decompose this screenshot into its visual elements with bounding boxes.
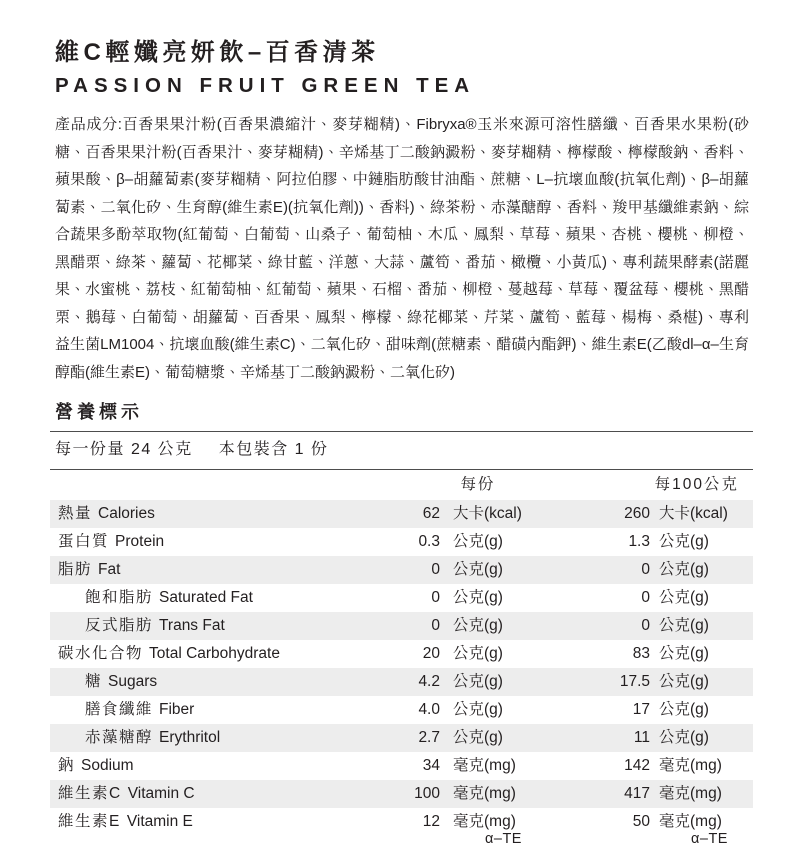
table-row <box>50 752 753 780</box>
unit-per-serving-text: 公克(g) <box>453 617 503 634</box>
nutrition-heading: 營養標示 <box>55 402 143 422</box>
unit-per-100g <box>650 528 745 556</box>
col-header-per-serving: 每份 <box>460 476 496 493</box>
nutrient-label-zh: 蛋白質 <box>58 533 110 550</box>
nutrient-label-zh: 飽和脂肪 <box>85 589 154 606</box>
nutrient-label-en: Protein <box>115 533 165 550</box>
nutrient-label <box>58 724 388 752</box>
nutrient-label <box>58 752 388 780</box>
unit-per-serving-text: 公克(g) <box>453 673 503 690</box>
unit-per-100g <box>650 500 745 528</box>
unit-per-serving <box>440 780 568 808</box>
servings-per-pack: 本包裝含 1 份 <box>218 441 329 458</box>
value-per-100g: 0 <box>641 617 650 634</box>
unit-per-100g <box>650 612 745 640</box>
table-row <box>50 724 753 752</box>
nutrition-table-body <box>50 500 753 854</box>
unit-per-serving-text: 公克(g) <box>453 729 503 746</box>
nutrient-label-en: Saturated Fat <box>159 589 253 606</box>
nutrient-label <box>58 696 388 724</box>
unit-per-serving <box>440 640 568 668</box>
nutrient-label-zh: 維生素C <box>58 785 122 802</box>
nutrient-label-zh: 反式脂肪 <box>85 617 154 634</box>
nutrient-label <box>58 500 388 528</box>
col-header-per-100g: 每100公克 <box>654 476 739 493</box>
unit-per-serving-text: 公克(g) <box>453 589 503 606</box>
unit-per-100g <box>650 724 745 752</box>
value-per-100g: 0 <box>641 589 650 606</box>
value-per-serving: 0 <box>431 589 440 606</box>
nutrient-label <box>58 584 388 612</box>
unit-per-100g-text: 公克(g) <box>659 729 709 746</box>
unit-per-100g-text: 公克(g) <box>659 701 709 718</box>
unit-per-serving <box>440 528 568 556</box>
table-row <box>50 556 753 584</box>
value-per-100g: 11 <box>633 729 650 746</box>
nutrient-label-zh: 膳食纖維 <box>85 701 154 718</box>
value-per-serving: 4.2 <box>418 673 440 690</box>
unit-per-serving-text: 公克(g) <box>453 701 503 718</box>
unit-per-serving-text: 大卡(kcal) <box>453 505 522 522</box>
value-per-100g: 17.5 <box>619 673 650 690</box>
unit-per-100g-text: 毫克(mg) <box>659 785 722 802</box>
nutrient-label <box>58 556 388 584</box>
value-per-serving: 62 <box>422 505 440 522</box>
nutrient-label-en: Trans Fat <box>159 617 225 634</box>
table-row <box>50 584 753 612</box>
unit-per-serving-text: 毫克(mg) <box>453 813 516 830</box>
divider-top <box>50 431 753 432</box>
nutrient-label <box>58 640 388 668</box>
table-row <box>50 668 753 696</box>
nutrient-label <box>58 668 388 696</box>
unit-per-serving-text: 公克(g) <box>453 561 503 578</box>
nutrient-label-en: Fiber <box>159 701 195 718</box>
product-title-en: PASSION FRUIT GREEN TEA <box>55 74 476 97</box>
unit-per-100g-text: 公克(g) <box>659 589 709 606</box>
nutrient-label-en: Sugars <box>108 673 158 690</box>
value-per-100g: 142 <box>624 757 650 774</box>
alpha-te-note: α–TE <box>485 831 522 847</box>
nutrition-facts-section <box>50 401 753 854</box>
unit-per-100g <box>650 584 745 612</box>
serving-size: 每一份量 24 公克 <box>55 441 193 458</box>
nutrient-label-en: Vitamin E <box>126 813 193 830</box>
unit-per-serving <box>440 584 568 612</box>
unit-per-100g <box>650 808 745 854</box>
nutrient-label <box>58 528 388 556</box>
nutrient-label-en: Fat <box>98 561 121 578</box>
table-row <box>50 780 753 808</box>
unit-per-serving <box>440 500 568 528</box>
unit-per-serving-text: 公克(g) <box>453 533 503 550</box>
unit-per-serving <box>440 808 568 854</box>
nutrient-label-en: Vitamin C <box>127 785 195 802</box>
value-per-100g: 0 <box>641 561 650 578</box>
nutrition-table <box>50 470 753 854</box>
table-row <box>50 528 753 556</box>
unit-per-serving <box>440 752 568 780</box>
nutrient-label-zh: 碳水化合物 <box>58 645 144 662</box>
value-per-100g: 417 <box>624 785 650 802</box>
nutrient-label-zh: 熱量 <box>58 505 93 522</box>
value-per-serving: 2.7 <box>418 729 440 746</box>
table-row <box>50 808 753 854</box>
table-row <box>50 696 753 724</box>
unit-per-100g <box>650 640 745 668</box>
unit-per-100g-text: 公克(g) <box>659 533 709 550</box>
ingredients-paragraph: 產品成分:百香果果汁粉(百香果濃縮汁、麥芽糊精)、Fibryxa®玉米來源可溶性膳纖、百香果水果粉(砂糖、百香果果汁粉(百香果汁、麥芽糊精)、辛烯基丁二酸鈉澱粉、麥芽糊精、檸檬酸、檸檬酸鈉、香料、蘋果酸、β–胡蘿蔔素(麥芽糊精、阿拉伯膠、中鏈脂肪酸甘油酯、蔗糖、L–抗壞血酸(抗氧化劑)、β–胡蘿蔔素、二氧化矽、生育醇(維生素E)(抗氧化劑))、香料)、綠茶粉、赤藻醣醇、香料、羧甲基纖維素鈉、綜合蔬果多酚萃取物(紅葡萄、白葡萄、山桑子、葡萄柚、木瓜、鳳梨、草莓、蘋果、杏桃、櫻桃、柳橙、黑醋栗、綠茶、蘿蔔、花椰菜、綠甘藍、洋蔥、大蒜、蘆筍、番茄、橄欖、小黃瓜)、專利蔬果酵素(諾麗果、水蜜桃、荔枝、紅葡萄柚、紅葡萄、蘋果、石榴、番茄、柳橙、蔓越莓、草莓、覆盆莓、櫻桃、黑醋栗、鵝莓、白葡萄、胡蘿蔔、百香果、鳳梨、檸檬、綠花椰菜、芹菜、蘆筍、藍莓、楊梅、桑椹)、專利益生菌LM1004、抗壞血酸(維生素C)、二氧化矽、甜味劑(蔗糖素、醋磺內酯鉀)、維生素E(乙酸dl–α–生育醇酯(維生素E)、葡萄糖漿、辛烯基丁二酸鈉澱粉、二氧化矽) <box>55 116 749 381</box>
value-per-100g: 50 <box>632 813 650 830</box>
table-row <box>50 640 753 668</box>
value-per-serving: 12 <box>422 813 440 830</box>
alpha-te-note: α–TE <box>691 831 728 847</box>
value-per-serving: 0 <box>431 561 440 578</box>
unit-per-100g <box>650 752 745 780</box>
unit-per-100g-text: 公克(g) <box>659 673 709 690</box>
unit-per-100g-text: 大卡(kcal) <box>659 505 728 522</box>
value-per-serving: 0 <box>431 617 440 634</box>
product-title-zh: 維C輕孅亮妍飲–百香清茶 <box>55 39 380 66</box>
nutrient-label-en: Erythritol <box>159 729 221 746</box>
unit-per-serving-text: 毫克(mg) <box>453 785 516 802</box>
nutrient-label <box>58 780 388 808</box>
unit-per-serving-text: 毫克(mg) <box>453 757 516 774</box>
unit-per-serving <box>440 668 568 696</box>
unit-per-100g-text: 毫克(mg) <box>659 757 722 774</box>
table-header-row <box>50 470 753 500</box>
unit-per-100g <box>650 556 745 584</box>
unit-per-serving <box>440 556 568 584</box>
nutrient-label-zh: 赤藻糖醇 <box>85 729 154 746</box>
value-per-100g: 83 <box>632 645 650 662</box>
value-per-serving: 34 <box>422 757 440 774</box>
unit-per-serving <box>440 696 568 724</box>
unit-per-100g <box>650 780 745 808</box>
value-per-serving: 100 <box>414 785 440 802</box>
table-row <box>50 500 753 528</box>
nutrient-label <box>58 612 388 640</box>
nutrient-label-zh: 糖 <box>85 673 103 690</box>
value-per-serving: 20 <box>422 645 440 662</box>
value-per-serving: 0.3 <box>418 533 440 550</box>
serving-info <box>55 439 749 461</box>
unit-per-serving-text: 公克(g) <box>453 645 503 662</box>
nutrient-label-zh: 脂肪 <box>58 561 93 578</box>
nutrient-label-en: Calories <box>98 505 155 522</box>
unit-per-100g-text: 公克(g) <box>659 617 709 634</box>
unit-per-100g-text: 公克(g) <box>659 645 709 662</box>
value-per-100g: 260 <box>624 505 650 522</box>
unit-per-serving <box>440 612 568 640</box>
unit-per-100g-text: 毫克(mg) <box>659 813 722 830</box>
nutrient-label-zh: 維生素E <box>58 813 121 830</box>
nutrient-label-en: Sodium <box>81 757 134 774</box>
nutrient-label-en: Total Carbohydrate <box>149 645 280 662</box>
value-per-serving: 4.0 <box>418 701 440 718</box>
nutrient-label <box>58 808 388 836</box>
unit-per-100g <box>650 668 745 696</box>
unit-per-100g <box>650 696 745 724</box>
unit-per-100g-text: 公克(g) <box>659 561 709 578</box>
unit-per-serving <box>440 724 568 752</box>
value-per-100g: 1.3 <box>628 533 650 550</box>
value-per-100g: 17 <box>632 701 650 718</box>
nutrient-label-zh: 鈉 <box>58 757 76 774</box>
table-row <box>50 612 753 640</box>
